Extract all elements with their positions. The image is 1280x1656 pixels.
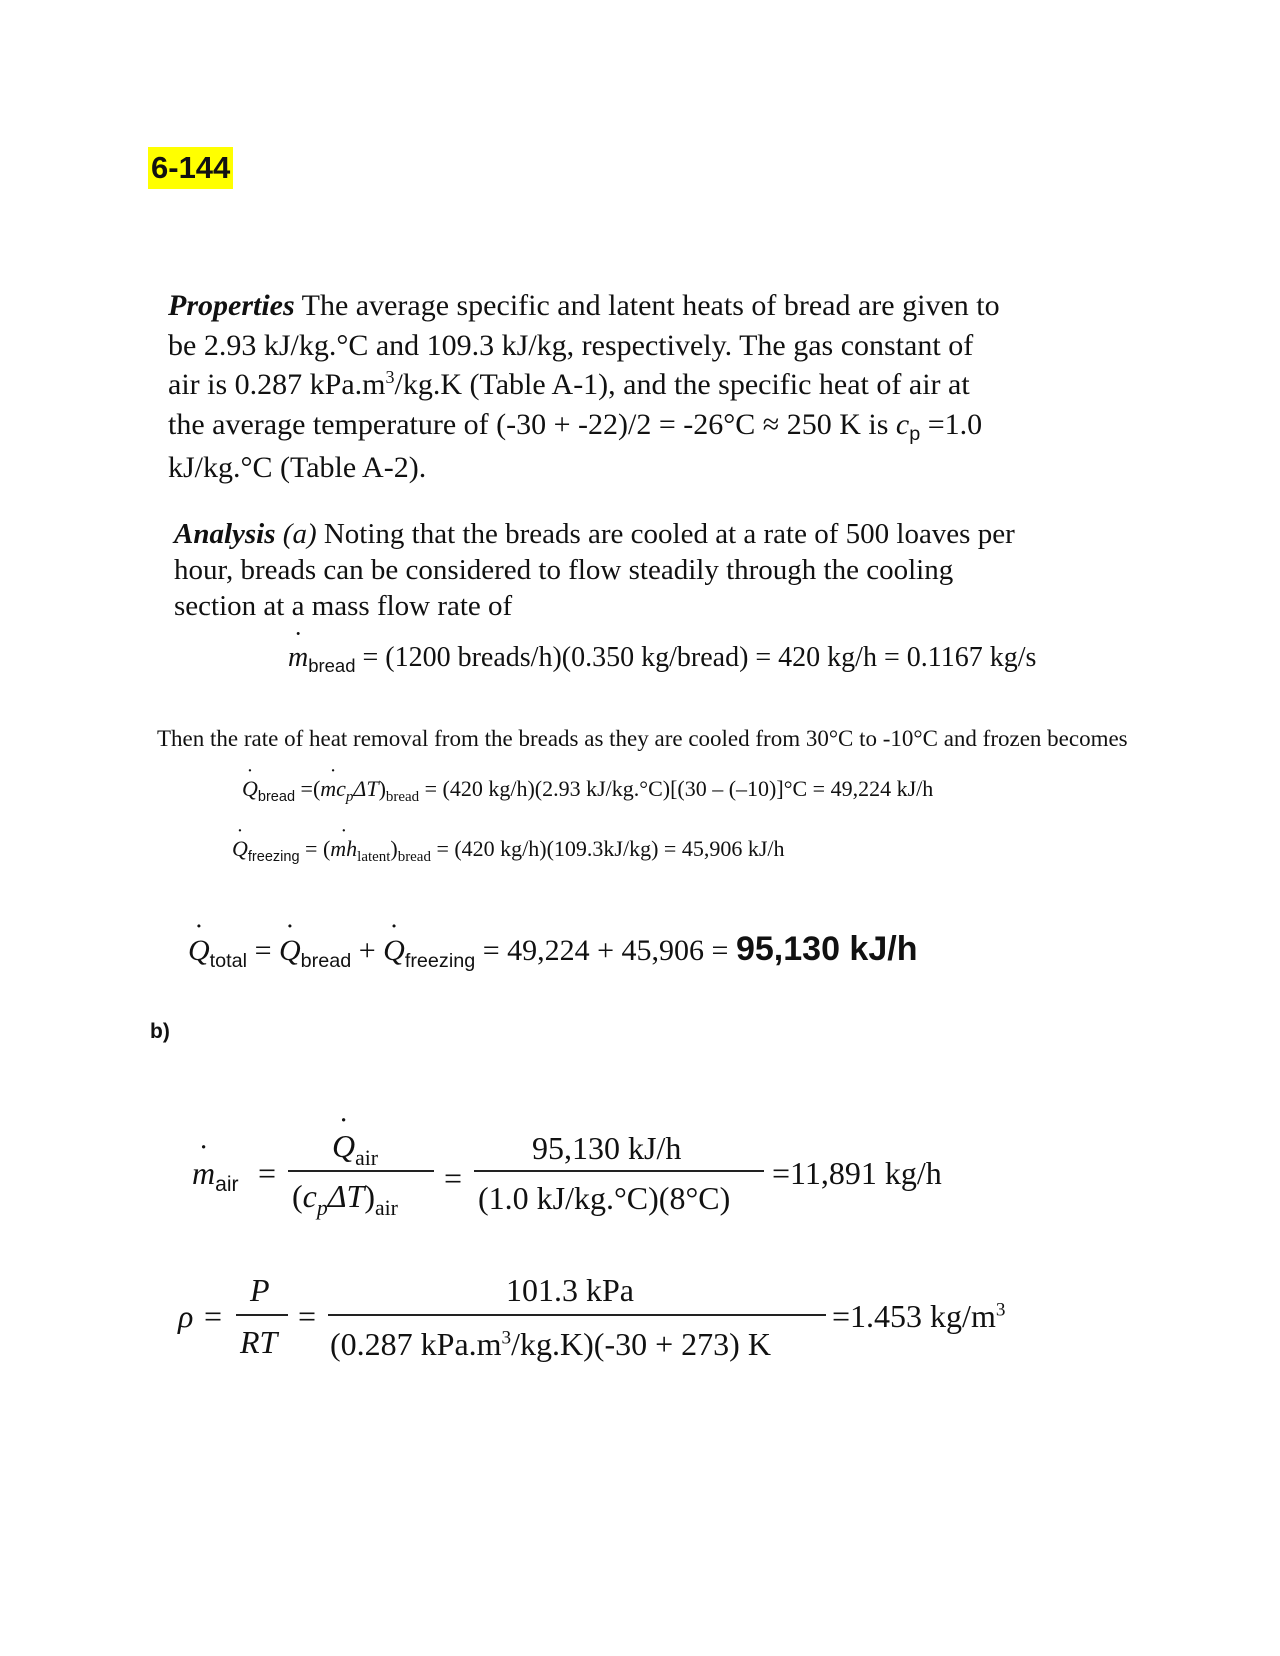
equation-mass-flow-bread: ˙ $m_{bread} = (1200$ breads/h)(0.350 kg/bread) = 420 kg/h = 0.1167 kg/s (288, 642, 1036, 674)
heat-removal-text: Then the rate of heat removal from the breads as they are cooled from 30°C to -10°C and frozen becomes (157, 726, 1128, 751)
analysis-line-2: hour, breads can be considered to flow steadily through the cooling (174, 554, 954, 586)
properties-line-5: kJ/kg.°C (Table A-2). (168, 451, 427, 484)
fraction-bar-4 (328, 1314, 826, 1316)
analysis-line-1: Analysis (a) Noting that the breads are cooled at a rate of 500 loaves per (174, 518, 1015, 550)
properties-line-3: air is 0.287 $kPa.m^3/kg.K$ (Table A-1), and the specific heat of air at (168, 367, 970, 401)
total-heat-result: 95,130 kJ/h (735, 930, 918, 968)
equation-air-density: ρ = P RT = 101.3 kPa (0.287 $kPa.m^3/kg.K)(-30 + 273)$ K =1.453 $kg/m^3$ (178, 1272, 1006, 1362)
properties-line-4: the average temperature of (-30 + -22)/2 = -26°C ≈ 250 K is $c_p =1.0$ (168, 407, 983, 446)
properties-line-1: Properties The average specific and latent heats of bread are given to (168, 289, 1000, 322)
properties-line-2: be 2.93 kJ/kg.°C and 109.3 kJ/kg, respectively. The gas constant of (168, 328, 974, 362)
properties-lead: Properties (168, 289, 295, 322)
equation-mass-flow-air: ˙ $m_{air}$ = ˙ $Q_{air}$ $(c_p\Delta T)_{air}$ = 95,130 kJ/h (1.0 kJ/kg.°C)(8°C) =11,891 kg/h (0, 0, 1280, 1656)
analysis-line-3: section at a mass flow rate of (174, 590, 513, 622)
equation-q-bread: ˙ $Q_{bread}$ =(˙ $mc_p\Delta T)_{bread} = (420$ kg/h)(2.93 kJ/kg.°C)[(30 – (–10)]°C = 49,224 kJ/h (242, 776, 933, 802)
equation-q-total: ˙ $Q_{total}$ = ˙ $Q_{bread}$ + ˙ $Q_{freezing} = 49,224 + 45,906 = 95,130$ kJ/h (188, 930, 917, 969)
equation-q-freezing: ˙ $Q_{freezing}$ = (˙ $mh_{latent})_{bread} = (420$ kg/h)(109.3kJ/kg) = 45,906 kJ/h (232, 836, 785, 862)
fraction-bar-3 (236, 1314, 288, 1316)
problem-id: 6-144 (148, 147, 233, 189)
part-b-marker: b) (150, 1020, 170, 1043)
analysis-lead: Analysis (174, 518, 276, 550)
